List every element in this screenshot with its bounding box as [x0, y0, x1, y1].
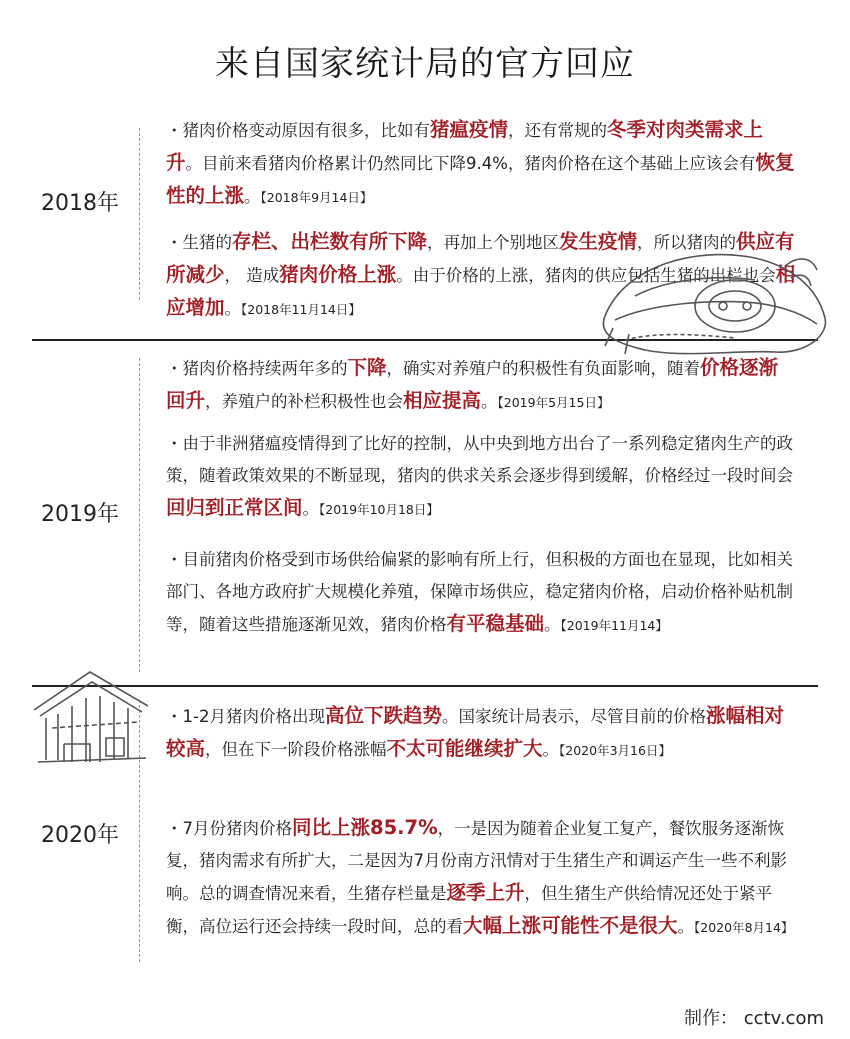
- credit-line: 制作： cctv.com: [684, 1008, 824, 1029]
- highlight-text: 恢复性的上涨: [166, 151, 795, 207]
- body-text: ，再加上个别地区: [427, 233, 560, 252]
- body-text: ，养殖户的补栏积极性也会: [205, 392, 404, 411]
- entry-2019-3: [166, 544, 796, 642]
- highlight-text: 存栏、出栏数有所下降: [232, 230, 428, 253]
- body-text: ，还有常规的: [508, 121, 608, 140]
- body-text: ，一是因为随着企业复工复产，餐饮服务逐渐恢复，猪肉需求有所扩大，二是因为7月份南方汛情对于生猪生产和调运产生一些不利影响。总的调查情况来看，生猪存栏量是: [166, 819, 787, 903]
- highlight-text: 发生疫情: [559, 230, 638, 253]
- date-stamp: 【2018年11月14日】: [241, 302, 361, 317]
- timeline-divider: [139, 358, 140, 672]
- body-text: ，所以猪肉的: [637, 233, 737, 252]
- date-stamp: 【2019年5月15日】: [497, 395, 610, 410]
- body-text: ・由于非洲猪瘟疫情得到了比好的控制，从中央到地方出台了一系列稳定猪肉生产的政策，随着政策效果的不断显现，猪肉的供求关系会逐步得到缓解，价格经过一段时间会: [166, 434, 793, 485]
- highlight-text: 相应增加: [166, 263, 796, 319]
- date-stamp: 【2020年8月14】: [694, 920, 794, 935]
- body-text: 。: [544, 615, 561, 634]
- page-title: 来自国家统计局的官方回应: [215, 44, 635, 84]
- highlight-text: 逐季上升: [446, 881, 525, 904]
- highlight-text: 涨幅相对较高: [166, 704, 784, 760]
- body-text: ・猪肉价格变动原因有很多，比如有: [166, 121, 430, 140]
- highlight-text: 不太可能继续扩大: [386, 737, 543, 760]
- year-label-2019: 2019年: [41, 502, 119, 527]
- entry-2019-2: [166, 428, 796, 526]
- body-text: ，但在下一阶段价格涨幅: [205, 740, 387, 759]
- body-text: 。: [481, 392, 498, 411]
- highlight-text: 大幅上涨可能性不是很大: [463, 914, 678, 937]
- body-text: 。: [224, 299, 242, 318]
- body-text: ，但生猪生产供给情况还处于紧平衡，高位运行还会持续一段时间，总的看: [166, 884, 773, 936]
- highlight-text: 供应有所减少: [166, 230, 795, 286]
- body-text: 。: [302, 499, 320, 518]
- highlight-text: 猪瘟疫情: [430, 118, 509, 141]
- body-text: ・7月份猪肉价格: [166, 819, 292, 838]
- body-text: 。由于价格的上涨，猪肉的供应包括生猪的出栏也会: [396, 266, 776, 285]
- barn-sketch-icon: [28, 658, 158, 768]
- body-text: 。目前来看猪肉价格累计仍然同比下降9.4%，猪肉价格在这个基础上应该会有: [185, 154, 756, 173]
- pig-sketch-icon: [585, 236, 835, 368]
- body-text: ・生猪的: [166, 233, 232, 252]
- body-text: 。: [677, 917, 695, 936]
- date-stamp: 【2019年11月14】: [560, 618, 668, 633]
- year-label-2020: 2020年: [41, 823, 119, 848]
- date-stamp: 【2019年10月18日】: [319, 502, 439, 517]
- highlight-text: 冬季对肉类需求上升: [166, 118, 764, 174]
- entry-2020-2: [166, 812, 796, 944]
- body-text: 。国家统计局表示，尽管目前的价格: [441, 707, 706, 726]
- highlight-text: 高位下跌趋势: [324, 704, 442, 727]
- highlight-text: 同比上涨85.7%: [292, 816, 438, 839]
- body-text: ・1-2月猪肉价格出现: [166, 707, 325, 726]
- entry-2020-1: [166, 700, 796, 767]
- date-stamp: 【2020年3月16日】: [559, 743, 671, 758]
- body-text: ・目前猪肉价格受到市场供给偏紧的影响有所上行，但积极的方面也在显现，比如相关部门、各地方政府扩大规模化养殖，保障市场供应，稳定猪肉价格，启动价格补贴机制等，随着这些措施逐渐见效，猪肉价格: [166, 550, 793, 634]
- highlight-text: 有平稳基础: [446, 612, 545, 635]
- body-text: ， 造成: [224, 266, 280, 285]
- timeline-divider: [139, 128, 140, 300]
- highlight-text: 下降: [347, 356, 387, 379]
- highlight-text: 回归到正常区间: [166, 496, 303, 519]
- highlight-text: 相应提高: [403, 389, 482, 412]
- body-text: ，确实对养殖户的积极性有负面影响，随着: [386, 359, 701, 378]
- body-text: 。: [542, 740, 560, 759]
- highlight-text: 价格逐渐回升: [166, 356, 779, 412]
- body-text: 。: [244, 187, 261, 206]
- year-label-2018: 2018年: [41, 191, 119, 216]
- body-text: ・猪肉价格持续两年多的: [166, 359, 348, 378]
- highlight-text: 猪肉价格上涨: [279, 263, 397, 286]
- entry-2018-1: [166, 114, 796, 214]
- date-stamp: 【2018年9月14日】: [260, 190, 373, 205]
